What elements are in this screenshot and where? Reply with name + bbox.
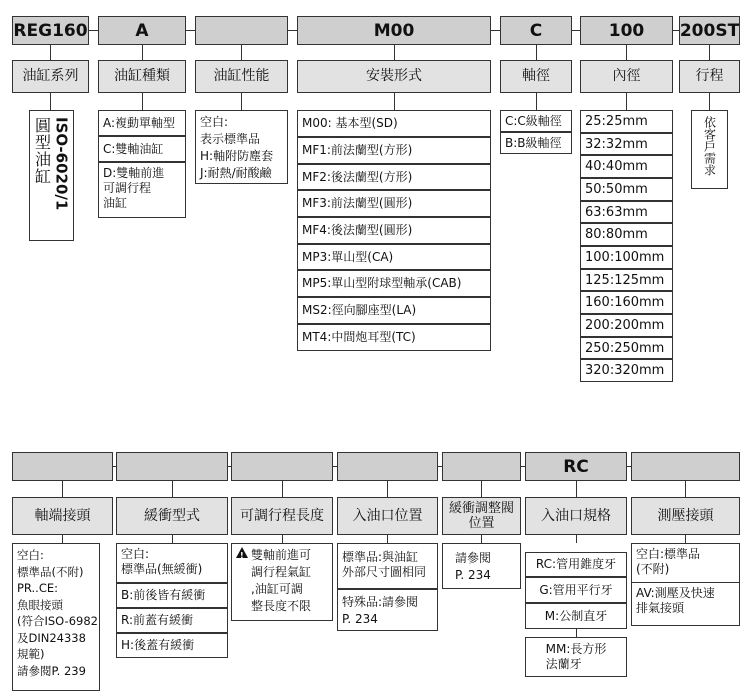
type-option-d: D:雙軸前進 可調行程 油缸 xyxy=(98,162,186,218)
code-performance xyxy=(195,16,288,45)
cushion-option-r: R:前蓋有緩衝 xyxy=(116,608,228,633)
bore-option: 63:63mm xyxy=(580,201,673,223)
label-port-position: 入油口位置 xyxy=(337,497,438,535)
bore-option: 320:320mm xyxy=(580,359,673,382)
series-standard: ISO-6020/1 xyxy=(52,117,71,211)
series-name-ja: 圓型油缸 xyxy=(32,117,52,185)
series-box xyxy=(29,110,74,241)
bore-option: 80:80mm xyxy=(580,223,673,246)
cushion-option-b: B:前後皆有緩衝 xyxy=(116,583,228,608)
port-spec-option-rc: RC:管用錐度牙 xyxy=(525,552,627,577)
label-mount: 安裝形式 xyxy=(297,60,491,93)
label-bore: 內徑 xyxy=(580,60,673,93)
rod-end-options: 空白: 標準品(不附) PR..CE: 魚眼接頭 (符合ISO-6982 及DIN24338 規範) 請參閱P. 239 xyxy=(12,543,100,691)
bore-option: 40:40mm xyxy=(580,155,673,178)
code-port-position xyxy=(337,452,438,481)
type-option-c: C:雙軸油缸 xyxy=(98,136,186,162)
label-stroke: 行程 xyxy=(679,60,740,93)
cushion-option-none: 空白: 標準品(無緩衝) xyxy=(116,543,228,583)
gauge-option-none: 空白:標準品 (不附) xyxy=(631,543,740,582)
label-valve-position: 緩衝調整閥 位置 xyxy=(442,497,521,535)
shaft-option-b: B:B級軸徑 xyxy=(500,132,572,154)
label-cushion: 緩衝型式 xyxy=(116,497,228,535)
performance-options: 空白: 表示標準品 H:軸附防塵套 J:耐熱/耐酸鹼 xyxy=(195,110,288,184)
bore-option: 250:250mm xyxy=(580,337,673,359)
stroke-text: 依客戶需求 xyxy=(702,116,717,176)
bore-option: 100:100mm xyxy=(580,246,673,269)
label-port-spec: 入油口規格 xyxy=(525,497,627,535)
mount-option-mf2: MF2:後法蘭型(方形) xyxy=(297,164,491,190)
type-option-a: A:複動單軸型 xyxy=(98,110,186,136)
code-mount: M00 xyxy=(297,16,491,45)
port-spec-option-m: M:公制直牙 xyxy=(525,603,627,629)
bore-option: 160:160mm xyxy=(580,291,673,314)
port-position-special-text: 特殊品:請參閱 P. 234 xyxy=(342,595,419,626)
gauge-option-av: AV:測壓及快速 排氣接頭 xyxy=(631,582,740,626)
label-rod-end: 軸端接頭 xyxy=(12,497,113,535)
port-spec-option-mm: MM:長方形 法蘭牙 xyxy=(525,637,627,677)
mount-option-ms2: MS2:徑向腳座型(LA) xyxy=(297,297,491,324)
label-gauge: 測壓接頭 xyxy=(631,497,740,535)
cushion-option-h: H:後蓋有緩衝 xyxy=(116,633,228,658)
label-performance: 油缸性能 xyxy=(195,60,288,93)
bore-option: 125:125mm xyxy=(580,269,673,291)
bore-option: 25:25mm xyxy=(580,110,673,133)
bore-option: 200:200mm xyxy=(580,314,673,337)
adjust-stroke-text: 雙軸前進可 調行程氣缸 ,油缸可調 整長度不限 xyxy=(251,548,312,613)
code-gauge xyxy=(631,452,740,481)
code-series: REG160 xyxy=(12,16,89,45)
stroke-box xyxy=(691,110,728,189)
mount-option-mp3: MP3:單山型(CA) xyxy=(297,244,491,270)
code-stroke: 200ST xyxy=(679,16,740,45)
mount-option-m00: M00: 基本型(SD) xyxy=(297,110,491,137)
code-bore: 100 xyxy=(580,16,673,45)
port-position-standard: 標準品:與油缸 外部尺寸圖相同 xyxy=(337,543,438,589)
bore-option: 50:50mm xyxy=(580,178,673,201)
code-adjust-stroke xyxy=(231,452,333,481)
label-adjust-stroke: 可調行程長度 xyxy=(231,497,333,535)
bore-option: 32:32mm xyxy=(580,133,673,155)
code-port-spec: RC xyxy=(525,452,627,481)
mount-option-mf4: MF4:後法蘭型(圓形) xyxy=(297,217,491,244)
valve-position-note: 請參閱 P. 234 xyxy=(442,543,521,589)
adjust-stroke-note xyxy=(231,543,333,621)
mount-option-mf1: MF1:前法蘭型(方形) xyxy=(297,137,491,164)
label-shaft: 軸徑 xyxy=(500,60,572,93)
label-type: 油缸種類 xyxy=(98,60,186,93)
port-position-special xyxy=(337,589,438,631)
code-valve-position xyxy=(442,452,521,481)
code-shaft: C xyxy=(500,16,572,45)
code-type: A xyxy=(98,16,186,45)
warning-icon xyxy=(236,547,248,558)
shaft-option-c: C:C級軸徑 xyxy=(500,110,572,132)
label-series: 油缸系列 xyxy=(12,60,89,93)
mount-option-mf3: MF3:前法蘭型(圓形) xyxy=(297,190,491,217)
mount-option-mt4: MT4:中間炮耳型(TC) xyxy=(297,324,491,351)
mount-option-mp5: MP5:單山型附球型軸承(CAB) xyxy=(297,270,491,297)
port-spec-option-g: G:管用平行牙 xyxy=(525,577,627,603)
code-rod-end xyxy=(12,452,113,481)
code-cushion xyxy=(116,452,228,481)
